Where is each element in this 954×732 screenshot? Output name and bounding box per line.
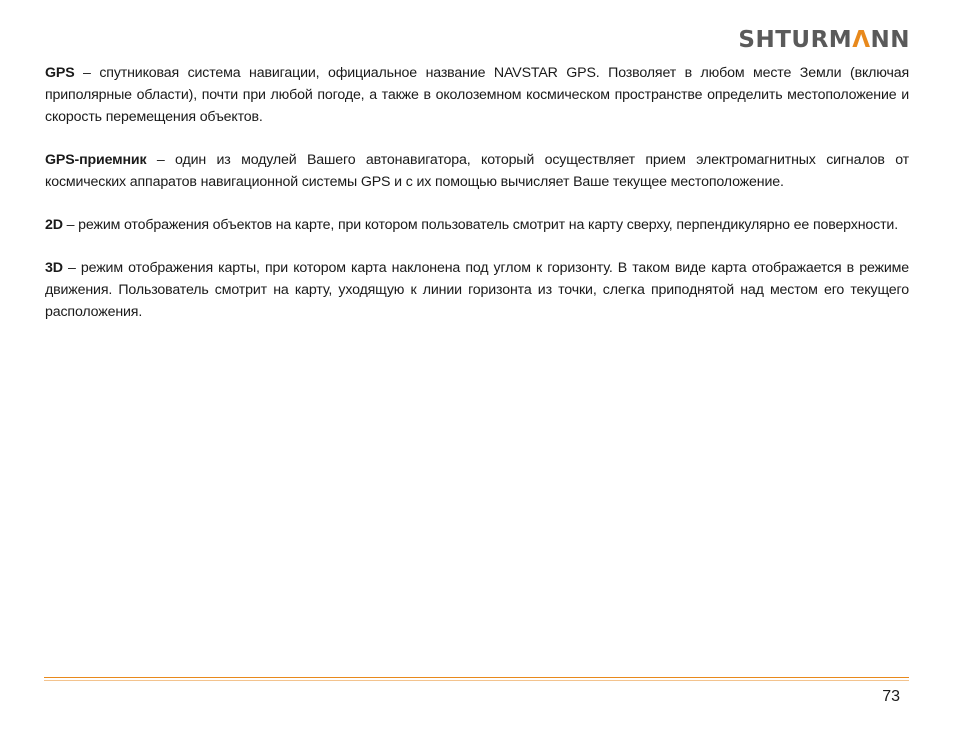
footer-divider-secondary bbox=[44, 680, 909, 681]
term-3d: 3D bbox=[45, 260, 63, 276]
term-gps: GPS bbox=[45, 65, 75, 81]
brand-logo-text: SHTURMΛNN bbox=[738, 27, 910, 53]
glossary bbox=[45, 62, 909, 344]
definition-gps: – спутниковая система навигации, официальное название NAVSTAR GPS. Позволяет в любом месте Земли (включая приполярные области), почти при любой погоде, а также в околоземном космическом пространстве определить местоположение и скорость перемещения объектов. bbox=[45, 65, 909, 125]
footer-divider bbox=[44, 677, 909, 678]
term-gps-receiver: GPS-приемник bbox=[45, 152, 147, 168]
brand-logo bbox=[738, 26, 910, 54]
page-number: 73 bbox=[882, 688, 900, 705]
glossary-entry-3d bbox=[45, 257, 909, 323]
definition-3d: – режим отображения карты, при котором карта наклонена под углом к горизонту. В таком виде карта отображается в режиме движения. Пользователь смотрит на карту, уходящую к линии горизонта из точки, слегка приподнятой над местом его текущего расположения. bbox=[45, 260, 909, 320]
glossary-entry-gps-receiver bbox=[45, 149, 909, 193]
glossary-entry-2d bbox=[45, 214, 909, 236]
definition-gps-receiver: – один из модулей Вашего автонавигатора, который осуществляет прием электромагнитных сигналов от космических аппаратов навигационной системы GPS и с их помощью вычисляет Ваше текущее местоположение. bbox=[45, 152, 909, 190]
definition-2d: – режим отображения объектов на карте, при котором пользователь смотрит на карту сверху, перпендикулярно ее поверхности. bbox=[62, 217, 898, 233]
term-2d: 2D bbox=[45, 217, 63, 233]
glossary-entry-gps bbox=[45, 62, 909, 128]
